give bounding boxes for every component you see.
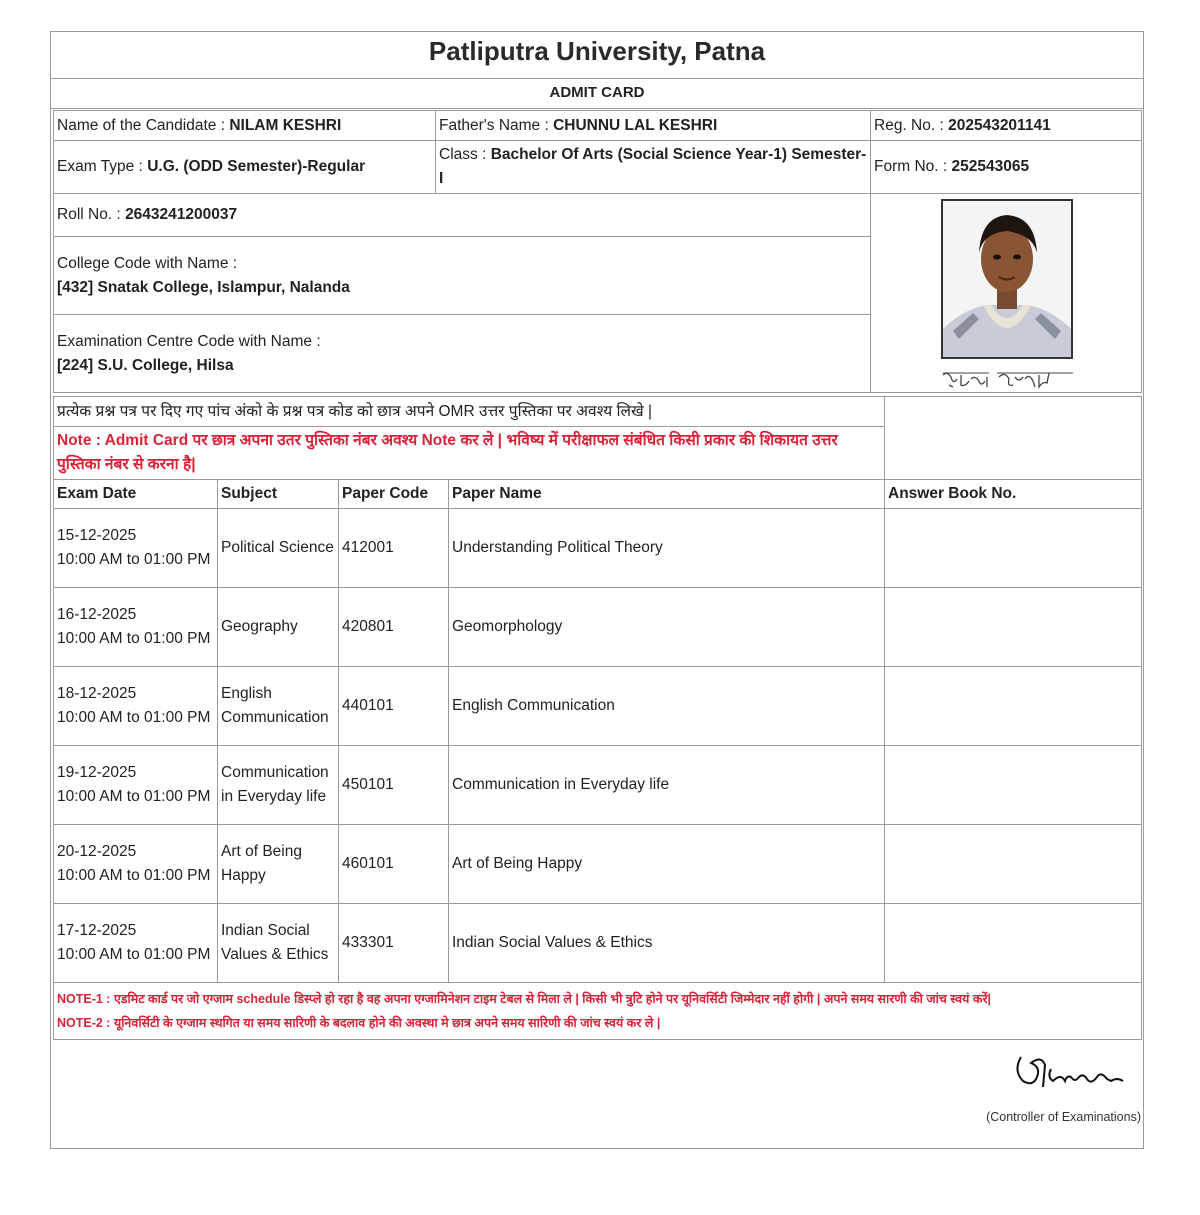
paper-name-cell: Communication in Everyday life	[449, 746, 885, 825]
roll-no-cell	[54, 194, 871, 237]
paper-code-cell: 440101	[339, 667, 449, 746]
paper-code-cell: 420801	[339, 588, 449, 667]
subject-cell: Art of Being Happy	[218, 825, 339, 904]
exam-date-cell	[54, 588, 218, 667]
instruction-cell	[54, 397, 885, 427]
paper-name-cell: Indian Social Values & Ethics	[449, 904, 885, 983]
reg-no-label: Reg. No. :	[874, 116, 944, 134]
footnotes-cell	[54, 983, 1142, 1040]
exam-date: 17-12-2025	[57, 922, 137, 939]
subject-cell: Political Science	[218, 509, 339, 588]
paper-code-cell: 460101	[339, 825, 449, 904]
exam-date: 15-12-2025	[57, 527, 137, 544]
exam-type: U.G. (ODD Semester)-Regular	[147, 158, 366, 175]
class-value: Bachelor Of Arts (Social Science Year-1) Semester-I	[439, 146, 867, 187]
college-cell	[54, 237, 871, 315]
header-paper-name: Paper Name	[449, 480, 885, 509]
table-row	[54, 588, 1142, 667]
father-name-label: Father's Name :	[439, 116, 549, 134]
admit-card	[50, 31, 1144, 1149]
answer-book-cell	[885, 825, 1142, 904]
answer-book-cell	[885, 746, 1142, 825]
exam-date-cell	[54, 509, 218, 588]
exam-time: 10:00 AM to 01:00 PM	[57, 867, 211, 884]
answer-book-cell	[885, 588, 1142, 667]
exam-date-cell	[54, 667, 218, 746]
exam-date-cell	[54, 746, 218, 825]
table-row	[54, 667, 1142, 746]
admit-note: Note : Admit Card पर छात्र अपना उतर पुस्तिका नंबर अवश्य Note कर ले | भविष्य में परीक्षाफल संबंधित किसी प्रकार की शिकायत उत्तर पुस्तिका नंबर से करना है|	[57, 432, 838, 473]
exam-date-cell	[54, 825, 218, 904]
header-subject: Subject	[218, 480, 339, 509]
paper-name-cell: Understanding Political Theory	[449, 509, 885, 588]
exam-type-cell	[54, 141, 436, 194]
table-row	[54, 509, 1142, 588]
header-paper-code: Paper Code	[339, 480, 449, 509]
answer-book-cell	[885, 509, 1142, 588]
university-title: Patliputra University, Patna	[51, 32, 1143, 79]
header-answer-book: Answer Book No.	[885, 480, 1142, 509]
exam-date: 16-12-2025	[57, 606, 137, 623]
subject-cell: Indian Social Values & Ethics	[218, 904, 339, 983]
reg-no-cell	[871, 111, 1142, 141]
subject-cell: Communication in Everyday life	[218, 746, 339, 825]
exam-time: 10:00 AM to 01:00 PM	[57, 788, 211, 805]
table-row	[54, 746, 1142, 825]
exam-time: 10:00 AM to 01:00 PM	[57, 630, 211, 647]
answer-book-cell	[885, 667, 1142, 746]
exam-date: 19-12-2025	[57, 764, 137, 781]
exam-time: 10:00 AM to 01:00 PM	[57, 551, 211, 568]
college-name: [432] Snatak College, Islampur, Nalanda	[57, 278, 350, 296]
candidate-photo	[941, 199, 1073, 359]
exam-time: 10:00 AM to 01:00 PM	[57, 709, 211, 726]
controller-label: (Controller of Examinations)	[986, 1110, 1141, 1124]
father-name: CHUNNU LAL KESHRI	[553, 116, 718, 134]
paper-name-cell: English Communication	[449, 667, 885, 746]
form-no: 252543065	[951, 158, 1030, 175]
class-label: Class :	[439, 146, 487, 163]
paper-code-cell: 450101	[339, 746, 449, 825]
class-cell	[436, 141, 871, 194]
centre-cell	[54, 315, 871, 393]
form-no-label: Form No. :	[874, 158, 948, 175]
candidate-name-cell	[54, 111, 436, 141]
paper-name-cell: Art of Being Happy	[449, 825, 885, 904]
candidate-name-label: Name of the Candidate :	[57, 116, 226, 134]
answer-book-cell	[885, 904, 1142, 983]
paper-code-cell: 433301	[339, 904, 449, 983]
college-label: College Code with Name :	[57, 254, 238, 272]
note-cell	[54, 427, 885, 480]
admit-card-title: ADMIT CARD	[51, 79, 1143, 109]
form-no-cell	[871, 141, 1142, 194]
centre-label: Examination Centre Code with Name :	[57, 332, 321, 350]
exam-type-label: Exam Type :	[57, 158, 143, 175]
footnote-2: NOTE-2 : यूनिवर्सिटी के एग्जाम स्थगित या समय सारिणी के बदलाव होने की अवस्था मे छात्र अपने समय सारिणी की जांच स्वयं कर ले |	[57, 1016, 661, 1030]
instruction-blank-cell	[885, 397, 1142, 480]
controller-signature	[1011, 1047, 1136, 1097]
footnote-1: NOTE-1 : एडमिट कार्ड पर जो एग्जाम schedule डिस्प्ले हो रहा है वह अपना एग्जामिनेशन टाइम टेबल से मिला ले | किसी भी त्रुटि होने पर यूनिवर्सिटी जिम्मेदार नहीं होगी | अपने समय सारणी की जांच स्वयं करें|	[57, 992, 992, 1006]
header-exam-date: Exam Date	[54, 480, 218, 509]
exam-date: 18-12-2025	[57, 685, 137, 702]
table-row	[54, 825, 1142, 904]
roll-no-label: Roll No. :	[57, 206, 121, 223]
paper-name-cell: Geomorphology	[449, 588, 885, 667]
instruction-line: प्रत्येक प्रश्न पत्र पर दिए गए पांच अंको के प्रश्न पत्र कोड को छात्र अपने OMR उत्तर पुस्तिका पर अवश्य लिखे |	[57, 402, 653, 420]
father-name-cell	[436, 111, 871, 141]
paper-code-cell: 412001	[339, 509, 449, 588]
exam-date-cell	[54, 904, 218, 983]
schedule-header-row	[54, 480, 1142, 509]
exam-schedule-table	[53, 396, 1142, 1040]
exam-time: 10:00 AM to 01:00 PM	[57, 946, 211, 963]
table-row	[54, 904, 1142, 983]
subject-cell: English Communication	[218, 667, 339, 746]
exam-date: 20-12-2025	[57, 843, 137, 860]
reg-no: 202543201141	[948, 116, 1051, 134]
student-signature	[939, 367, 1079, 393]
roll-no: 2643241200037	[125, 206, 238, 223]
subject-cell: Geography	[218, 588, 339, 667]
centre-name: [224] S.U. College, Hilsa	[57, 356, 234, 374]
candidate-name: NILAM KESHRI	[229, 116, 342, 134]
